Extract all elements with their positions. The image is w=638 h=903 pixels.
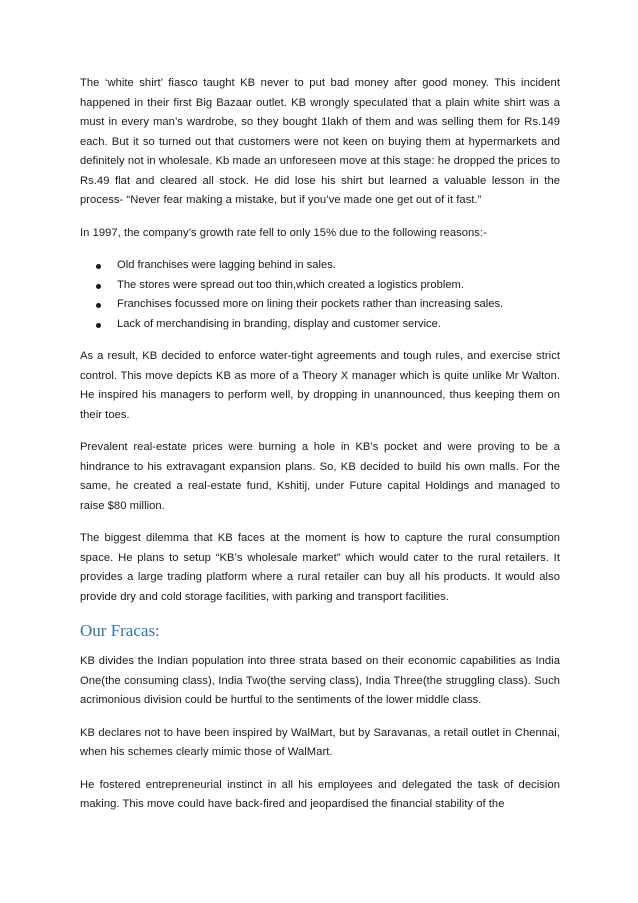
bullet-icon [96,303,101,308]
paragraph-walmart: KB declares not to have been inspired by WalMart, but by Saravanas, a retail outlet in Chennai, when his schemes clearly mimic those of WalMart. [80,726,560,758]
list-item-text: Franchises focussed more on lining their pockets rather than increasing sales. [117,298,504,310]
paragraph-population-strata: KB divides the Indian population into three strata based on their economic capabilities as India One(the consuming class), India Two(the serving class), India Three(the struggling class). Such acrimonious division could be hurtful to the sentiments of the lower middle class. [80,655,560,706]
paragraph-entrepreneurial: He fostered entrepreneurial instinct in all his employees and delegated the task of decision making. This move could have back-fired and jeopardised the financial stability of the [80,778,560,810]
list-item [96,256,560,276]
bullet-icon [96,323,101,328]
list-item-text: The stores were spread out too thin,which created a logistics problem. [117,278,464,291]
reasons-list [80,256,560,334]
list-item [96,315,560,335]
list-item [96,295,560,315]
list-item [96,276,560,296]
bullet-icon [96,284,101,289]
paragraph-white-shirt-fiasco: The ‘white shirt’ fiasco taught KB never to put bad money after good money. This incident happened in their first Big Bazaar outlet. KB wrongly speculated that a plain white shirt was a must in every man’s wardrobe, so they bought 1lakh of them and was selling them for Rs.149 each. But it so turned out that customers were not keen on buying them at hypermarkets and definitely not in wholesale. Kb made an unforeseen move at this stage: he dropped the prices to Rs.49 flat and cleared all stock. He did lose his shirt but learned a valuable lesson in the process- “Never fear making a mistake, but if you’ve made one get out of it fast.” [80,77,560,206]
list-item-text: Lack of merchandising in branding, display and customer service. [117,317,441,330]
bullet-icon [96,264,101,269]
paragraph-control: As a result, KB decided to enforce water-tight agreements and tough rules, and exercise strict control. This move depicts KB as more of a Theory X manager which is quite unlike Mr Walton. He inspired his managers to perform well, by dropping in unannounced, thus keeping them on their toes. [80,350,560,421]
paragraph-real-estate: Prevalent real-estate prices were burning a hole in KB’s pocket and were proving to be a hindrance to his extravagant expansion plans. So, KB decided to build his own malls. For the same, he created a real-estate fund, Kshitij, under Future capital Holdings and managed to raise $80 million. [80,441,560,512]
section-heading: Our Fracas: [80,621,160,640]
paragraph-growth-rate-intro: In 1997, the company’s growth rate fell to only 15% due to the following reasons:- [80,226,487,239]
list-item-text: Old franchises were lagging behind in sales. [117,259,336,271]
paragraph-rural-market: The biggest dilemma that KB faces at the moment is how to capture the rural consumption space. He plans to setup “KB’s wholesale market” which would cater to the rural retailers. It provides a large trading platform where a rural retailer can buy all his products. It would also provide dry and cold storage facilities, with parking and transport facilities. [80,532,560,603]
